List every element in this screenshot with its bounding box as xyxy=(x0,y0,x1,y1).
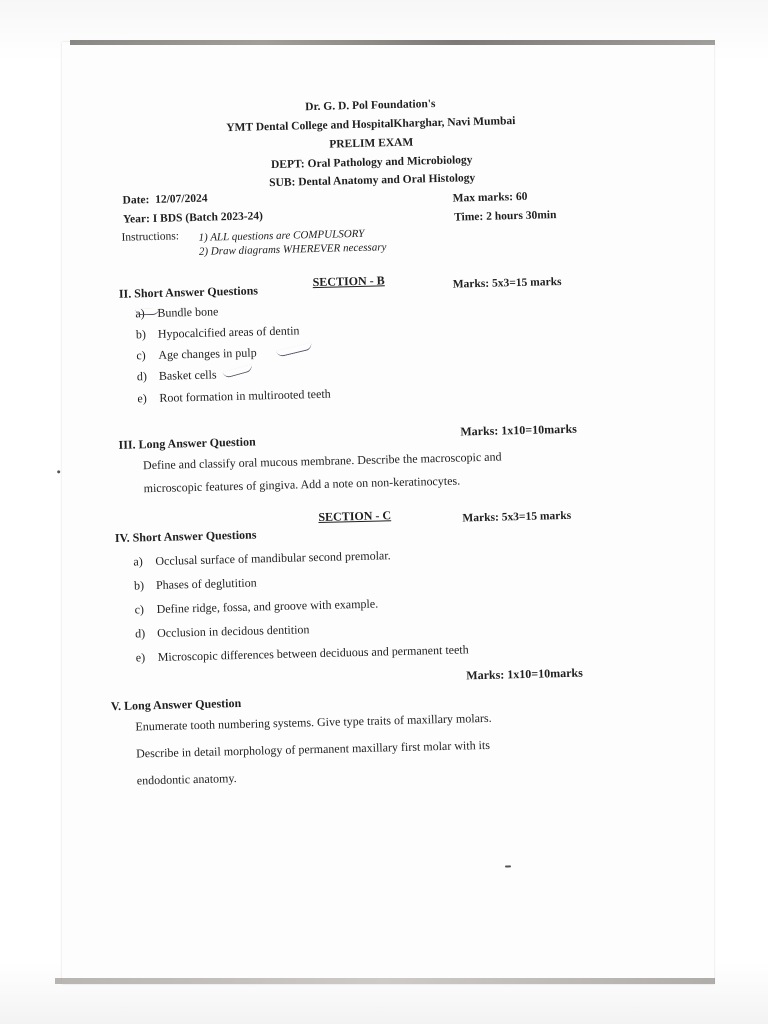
list-item: d) Occlusion in decidous dentition xyxy=(135,622,310,641)
q5-line-2: Describe in detail morphology of permanent maxillary first molar with its xyxy=(135,737,491,761)
list-item: b) Phases of deglutition xyxy=(133,575,257,593)
year-line: Year: I BDS (Batch 2023-24) xyxy=(122,210,264,226)
pen-tick-mark xyxy=(222,364,253,379)
foundation-name: Dr. G. D. Pol Foundation's xyxy=(305,98,436,114)
q3-line-2: microscopic features of gingiva. Add a note on non-keratinocytes. xyxy=(143,473,461,496)
q5-heading: V. Long Answer Question xyxy=(110,695,242,714)
section-b-title: SECTION - B xyxy=(312,273,385,290)
ink-speck xyxy=(57,470,60,473)
q2-marks: Marks: 5x3=15 marks xyxy=(452,275,562,291)
q5-line-1: Enumerate tooth numbering systems. Give type traits of maxillary molars. xyxy=(135,710,492,734)
list-item: d) Basket cells xyxy=(136,367,217,384)
q2-heading: II. Short Answer Questions xyxy=(118,283,259,301)
time-line: Time: 2 hours 30min xyxy=(453,209,557,224)
q3-heading: III. Long Answer Question xyxy=(118,434,256,452)
pen-tick-mark xyxy=(276,342,313,357)
list-item: b) Hypocalcified areas of dentin xyxy=(135,323,300,342)
q5-marks: Marks: 1x10=10marks xyxy=(466,665,583,683)
subject: SUB: Dental Anatomy and Oral Histology xyxy=(269,172,476,190)
list-item: e) Microscopic differences between deciduous and permanent teeth xyxy=(135,642,469,665)
department: DEPT: Oral Pathology and Microbiology xyxy=(270,154,473,172)
q3-marks: Marks: 1x10=10marks xyxy=(460,421,577,439)
list-item: c) Age changes in pulp xyxy=(136,345,257,363)
list-item: c) Define ridge, fossa, and groove with example. xyxy=(134,596,379,617)
exam-title: PRELIM EXAM xyxy=(329,136,414,151)
instruction-1: 1) ALL questions are COMPULSORY xyxy=(198,227,365,244)
section-c-title: SECTION - C xyxy=(318,508,392,524)
instructions-label: Instructions: xyxy=(121,230,180,244)
q4-heading: IV. Short Answer Questions xyxy=(114,527,257,545)
instruction-2: 2) Draw diagrams WHEREVER necessary xyxy=(198,241,387,258)
list-item: a) Occlusal surface of mandibular second premolar. xyxy=(133,548,391,569)
list-item: a) Bundle bone xyxy=(135,304,219,321)
max-marks: Max marks: 60 xyxy=(452,190,528,205)
date-line xyxy=(122,193,207,207)
q3-line-1: Define and classify oral mucous membrane. Describe the macroscopic and xyxy=(142,449,502,473)
list-item: e) Root formation in multirooted teeth xyxy=(137,386,331,406)
q5-line-3: endodontic anatomy. xyxy=(136,771,237,788)
date-label: Date: xyxy=(122,194,150,207)
date-value: 12/07/2024 xyxy=(155,192,208,206)
q4-marks: Marks: 5x3=15 marks xyxy=(462,509,572,525)
ink-speck xyxy=(505,865,511,867)
college-name: YMT Dental College and HospitalKharghar, Navi Mumbai xyxy=(226,115,516,135)
